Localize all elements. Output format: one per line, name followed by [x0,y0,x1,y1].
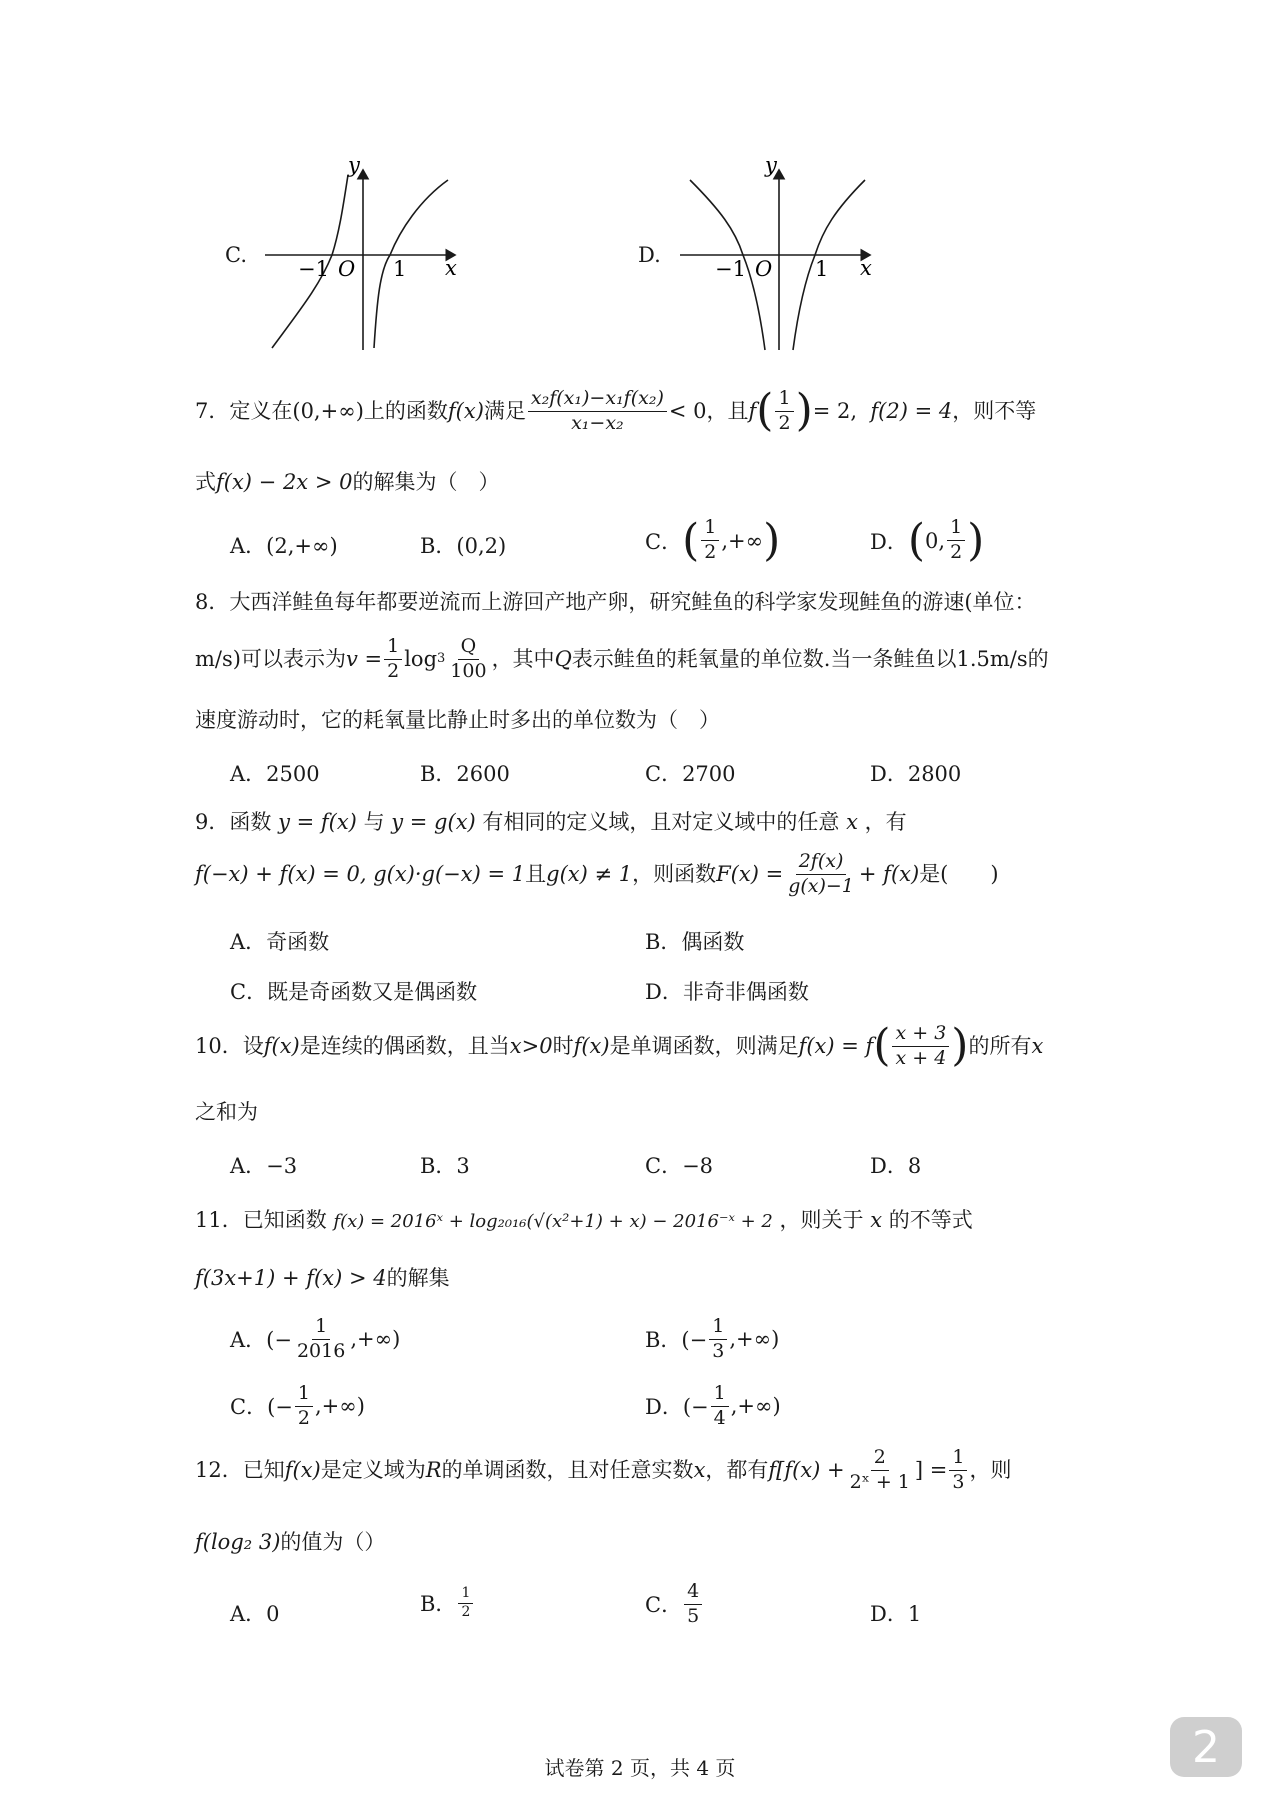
q7-fraction [528,387,667,436]
tick-neg-one: −1 [298,257,329,281]
q12-text: ，则 [969,1457,1012,1482]
q12-third-den: 3 [952,1470,965,1493]
curve-right [374,180,448,348]
q7-text: ，且 [706,398,749,423]
y-axis-label: y [765,160,777,177]
q8-q-den: 100 [450,659,487,682]
q12-x: x [693,1457,706,1482]
q12-text: 是定义域为 [320,1457,426,1482]
q9-option-c[interactable]: C．既是奇函数又是偶函数 [230,980,478,1004]
q7-option-c[interactable]: C． ( $\frac{1}{2}$ ,+∞ ) [645,515,781,566]
q7-cond1: = 2, [812,398,858,423]
q10-line1: 10．设 f(x) 是连续的偶函数，且当 x>0 时 f(x) 是单调函数，则满足 f(x) = f ( $\frac{x + 3}{x + 4}$ ) 的所有 x [195,1020,1044,1071]
q10-option-c[interactable]: C．−8 [645,1154,714,1178]
q12-option-d[interactable]: D．1 [870,1602,922,1626]
q11-x: x [870,1208,883,1232]
graph-d [675,160,885,355]
q11-line2 [195,1266,450,1291]
q7-c-tail: ,+∞ [721,528,764,553]
q11-b-label: B．(− [645,1328,708,1353]
q7-d-den: 2 [950,541,963,563]
q11-line1 [195,1208,973,1233]
q11-option-b[interactable] [645,1315,779,1364]
q12-c-den: 5 [687,1604,700,1627]
q10-text: 时 [552,1033,574,1058]
q8-log-base: 3 [437,651,446,667]
q10-fx: f(x) [573,1033,610,1058]
q9-F-den: g(x)−1 [788,874,854,897]
q11-fdef: f(x) = 2016ˣ + log₂₀₁₆(√(x²+1) + x) − 2016⁻ˣ + 2 [333,1211,773,1232]
q12-third-num: 1 [949,1446,967,1471]
origin-label: O [755,257,773,281]
q9-F-eq: F(x) = [716,861,784,886]
x-axis-label: x [860,256,872,280]
q12-expr-tail: ] = [914,1457,948,1482]
x-axis-label: x [445,256,457,280]
q7-fx: f(x) [447,398,484,423]
tick-neg-one: −1 [715,257,746,281]
q12-option-b[interactable] [420,1585,475,1621]
q9-option-b[interactable]: B．偶函数 [645,930,745,954]
q8-v-eq: v = [345,646,383,671]
q12-expr-den: 2ˣ + 1 [849,1470,910,1493]
q7-text: 的解集为（ ） [352,470,500,494]
q9-cond2: g(x) ≠ 1 [546,861,633,886]
q10-x: x [1031,1033,1044,1058]
q11-b-tail: ,+∞) [729,1327,780,1352]
q7-option-d-label: D． [870,529,908,554]
q12-text: 的单调函数，且对任意实数 [441,1457,694,1482]
q7-option-c-label: C． [645,529,683,554]
q7-c-num: 1 [701,516,719,541]
q8-text: ，其中 [491,646,555,671]
q10-option-b[interactable]: B．3 [420,1154,470,1178]
q11-a-den: 2016 [296,1339,346,1362]
q9-x: x [846,810,858,834]
q8-half-den: 2 [387,659,400,682]
q11-c-num: 1 [295,1382,313,1407]
q9-text: 有相同的定义域，且对定义域中的任意 [482,810,840,834]
q9-eq1: y = f(x) [278,810,357,834]
q7-option-a[interactable]: A．(2,+∞) [230,534,338,558]
tick-one: 1 [393,257,407,281]
q12-line1 [195,1446,1011,1495]
q12-text: 的值为（） [280,1530,386,1554]
q10-fx: f(x) [263,1033,300,1058]
q8-line2 [195,635,1049,684]
q10-line2: 之和为 [195,1100,258,1124]
q10-text: 是单调函数，则满足 [609,1033,799,1058]
q10-option-a[interactable]: A．−3 [230,1154,298,1178]
q11-d-den: 4 [713,1406,726,1429]
q12-text: 12．已知 [195,1457,285,1482]
q12-R: R [425,1457,442,1482]
q7-cond2: f(2) = 4 [870,398,953,423]
q7-option-d[interactable]: D． ( 0, $\frac{1}{2}$ ) [870,515,985,566]
option-c-label[interactable]: C. [225,243,247,267]
origin-label: O [338,257,356,281]
q10-text: 10．设 [195,1033,264,1058]
q10-text: 是连续的偶函数，且当 [299,1033,510,1058]
q7-text: 上的函数 [363,398,448,423]
q12-line2-expr: f(log₂ 3) [195,1530,281,1554]
q9-cond: f(−x) + f(x) = 0, g(x)·g(−x) = 1 [195,861,526,886]
q9-text: 与 [363,810,385,834]
option-d-label[interactable]: D. [638,243,661,267]
q8-option-d[interactable]: D．2800 [870,762,962,786]
q9-text: ，有 [864,810,907,834]
page-footer: 试卷第 2 页，共 4 页 [544,1756,736,1780]
q8-text: )可以表示为 [232,646,346,671]
q11-text: 的不等式 [888,1208,973,1232]
q12-expr-num: 2 [871,1446,889,1471]
q7-frac-den: x₁−x₂ [571,411,624,434]
q9-text: ，则函数 [632,861,717,886]
q7-frac-num: x₂f(x₁)−x₁f(x₂) [528,387,667,412]
graph-c [260,160,470,355]
q11-c-label: C．(− [230,1395,293,1420]
q11-option-a[interactable] [230,1315,400,1364]
tick-one: 1 [815,257,829,281]
q11-b-num: 1 [709,1315,727,1340]
q7-d-head: 0, [925,528,946,553]
q10-cond: x>0 [509,1033,553,1058]
q9-line2 [195,850,999,899]
q12-c-label: C． [645,1593,683,1618]
q8-q-num: Q [458,635,480,660]
q11-d-num: 1 [711,1382,729,1407]
q8-q-var: Q [554,646,572,671]
q7-option-b[interactable]: B．(0,2) [420,534,507,558]
q12-b-den: 2 [461,1603,471,1620]
q8-unit: m/s [195,646,233,671]
q11-c-den: 2 [297,1406,310,1429]
q12-line2 [195,1530,385,1555]
q9-text: 是( ) [919,861,999,886]
q9-text: 9．函数 [195,810,272,834]
q12-b-num: 1 [458,1585,473,1604]
q9-F-num: 2f(x) [796,850,847,875]
q10-text: 的所有 [968,1033,1032,1058]
q7-half-num: 1 [775,387,793,412]
q7-domain: (0,+∞) [292,398,364,423]
q8-line1: 8．大西洋鲑鱼每年都要逆流而上游回产地产卵，研究鲑鱼的科学家发现鲑鱼的游速(单位： [195,590,1036,614]
q12-text: ，都有 [705,1457,769,1482]
q10-frac-num: x + 3 [892,1022,949,1047]
q8-line3: 速度游动时，它的耗氧量比静止时多出的单位数为（ ） [195,708,720,732]
q9-F-tail: + f(x) [858,861,920,886]
q12-fx: f(x) [284,1457,321,1482]
q12-expr-head: f[f(x) + [768,1457,845,1482]
q11-d-tail: ,+∞) [730,1394,781,1419]
q11-a-num: 1 [312,1315,330,1340]
q12-b-label: B． [420,1592,457,1616]
q7-text: 定义在 [229,398,293,423]
q11-a-tail: ,+∞) [350,1327,401,1352]
q11-b-den: 3 [712,1339,725,1362]
q8-log: log [404,646,438,671]
q12-option-c[interactable] [645,1580,704,1629]
q11-d-label: D．(− [645,1395,709,1420]
q9-line1 [195,810,907,835]
q7-lt0: < 0 [668,398,707,423]
q9-option-a[interactable]: A．奇函数 [230,930,330,954]
q11-text: 11．已知函数 [195,1208,327,1232]
y-axis-label: y [348,160,360,177]
q11-option-d[interactable] [645,1382,781,1431]
q10-frac-den: x + 4 [895,1046,947,1069]
q8-option-c[interactable]: C．2700 [645,762,736,786]
q7-line1: 7． 定义在 (0,+∞) 上的函数 f(x) 满足 $\frac{\text{x₂f(x₁)−x₁f(x₂)}}{\text{x₁−x₂}}$ < 0 ，且 f ( $\frac{1}{2}$ ) = 2, f(2) = 4 ，则不等 [195,385,1037,436]
q8-option-b[interactable]: B．2600 [420,762,510,786]
q9-text: 且 [525,861,547,886]
page-number-badge: 2 [1170,1717,1242,1777]
q7-number: 7． [195,398,230,423]
q8-half-num: 1 [384,635,402,660]
q10-eq: f(x) = f [798,1033,874,1058]
q9-eq2: y = g(x) [391,810,476,834]
q11-text: ，则关于 [779,1208,864,1232]
q7-half [775,387,793,436]
q11-text: 的解集 [386,1266,450,1290]
q7-inequality: f(x) − 2x > 0 [216,470,353,494]
q7-d-num: 1 [947,516,965,541]
curve-right [793,180,865,350]
q8-text: 表示鲑鱼的耗氧量的单位数.当一条鲑鱼以1.5m/s的 [571,646,1049,671]
q7-half-den: 2 [778,411,791,434]
q11-a-label: A．(− [230,1328,292,1353]
q7-text: 满足 [483,398,526,423]
q11-option-c[interactable] [230,1382,365,1431]
q9-option-d[interactable]: D．非奇非偶函数 [645,980,809,1004]
q7-text: ，则不等 [952,398,1037,423]
q11-inequality: f(3x+1) + f(x) > 4 [195,1266,387,1290]
q10-option-d[interactable]: D．8 [870,1154,922,1178]
q12-c-num: 4 [684,1580,702,1605]
q7-line2 [195,470,499,495]
q7-text: 式 [195,470,216,494]
q12-option-a[interactable]: A．0 [230,1602,280,1626]
q11-c-tail: ,+∞) [314,1394,365,1419]
q8-option-a[interactable]: A．2500 [230,762,320,786]
q7-c-den: 2 [704,541,717,563]
